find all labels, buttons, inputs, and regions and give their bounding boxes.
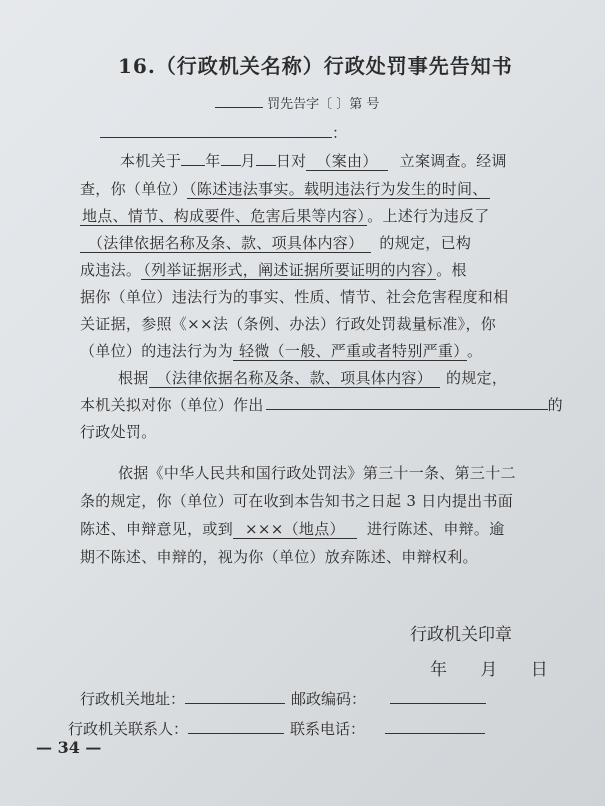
body-line-11: 行政处罚。 bbox=[80, 423, 157, 441]
body-line-1: 本机关于 年 月 日对 （案由） 立案调查。经调 bbox=[120, 152, 507, 170]
body-line-7: 关证据，参照《××法（条例、办法）行政处罚裁量标准》，你 bbox=[80, 315, 497, 333]
body-line-13: 条的规定，你（单位）可在收到本告知书之日起 3 日内提出书面 bbox=[80, 492, 514, 510]
phone-blank bbox=[385, 718, 485, 734]
issue-date: 年 月 日 bbox=[430, 660, 562, 680]
page-number: — 34 — bbox=[36, 738, 102, 757]
body-line-2: 查，你（单位） （陈述违法事实。载明违法行为发生的时间、 bbox=[80, 180, 488, 198]
contact-blank bbox=[188, 718, 284, 734]
recipient-blank bbox=[100, 122, 332, 138]
phone-label: 联系电话： bbox=[290, 720, 366, 738]
body-line-10: 本机关拟对你（单位）作出 的 bbox=[80, 396, 563, 414]
document-number bbox=[215, 93, 379, 112]
address-blank bbox=[185, 688, 285, 704]
recipient-line: ： bbox=[100, 122, 347, 143]
body-line-8: （单位）的违法行为为 轻微（一般、严重或者特别严重） 。 bbox=[80, 342, 483, 360]
body-line-15: 期不陈述、申辩的，视为你（单位）放弃陈述、申辩权利。 bbox=[80, 548, 478, 566]
document-number-text: 罚先告字〔 〕第 号 bbox=[267, 97, 380, 112]
body-line-4: （法律依据名称及条、款、项具体内容） 的规定，已构 bbox=[80, 232, 471, 253]
agency-seal: 行政机关印章 bbox=[410, 625, 512, 645]
body-line-14: 陈述、申辩意见，或到 ×××（地点） 进行陈述、申辩。逾 bbox=[80, 520, 505, 538]
contact-label: 行政机关联系人： bbox=[68, 720, 189, 738]
penalty-blank bbox=[266, 394, 548, 410]
address-row bbox=[80, 688, 486, 709]
document-title: 16.（行政机关名称）行政处罚事先告知书 bbox=[118, 54, 513, 78]
body-line-9: 根据 （法律依据名称及条、款、项具体内容） 的规定， bbox=[118, 369, 508, 387]
contact-row bbox=[68, 718, 485, 739]
postcode-blank bbox=[390, 688, 486, 704]
body-line-6: 据你（单位）违法行为的事实、性质、情节、社会危害程度和相 bbox=[80, 288, 509, 306]
body-line-3: 地点、情节、构成要件、危害后果等内容） 。上述行为违反了 bbox=[82, 207, 490, 225]
address-label: 行政机关地址： bbox=[80, 690, 186, 708]
body-line-5: 成违法。 （列举证据形式，阐述证据所要证明的内容） 。根 bbox=[80, 261, 467, 279]
number-blank bbox=[215, 94, 263, 108]
postcode-label: 邮政编码： bbox=[291, 690, 367, 708]
body-line-12: 依据《中华人民共和国行政处罚法》第三十一条、第三十二 bbox=[118, 464, 516, 482]
